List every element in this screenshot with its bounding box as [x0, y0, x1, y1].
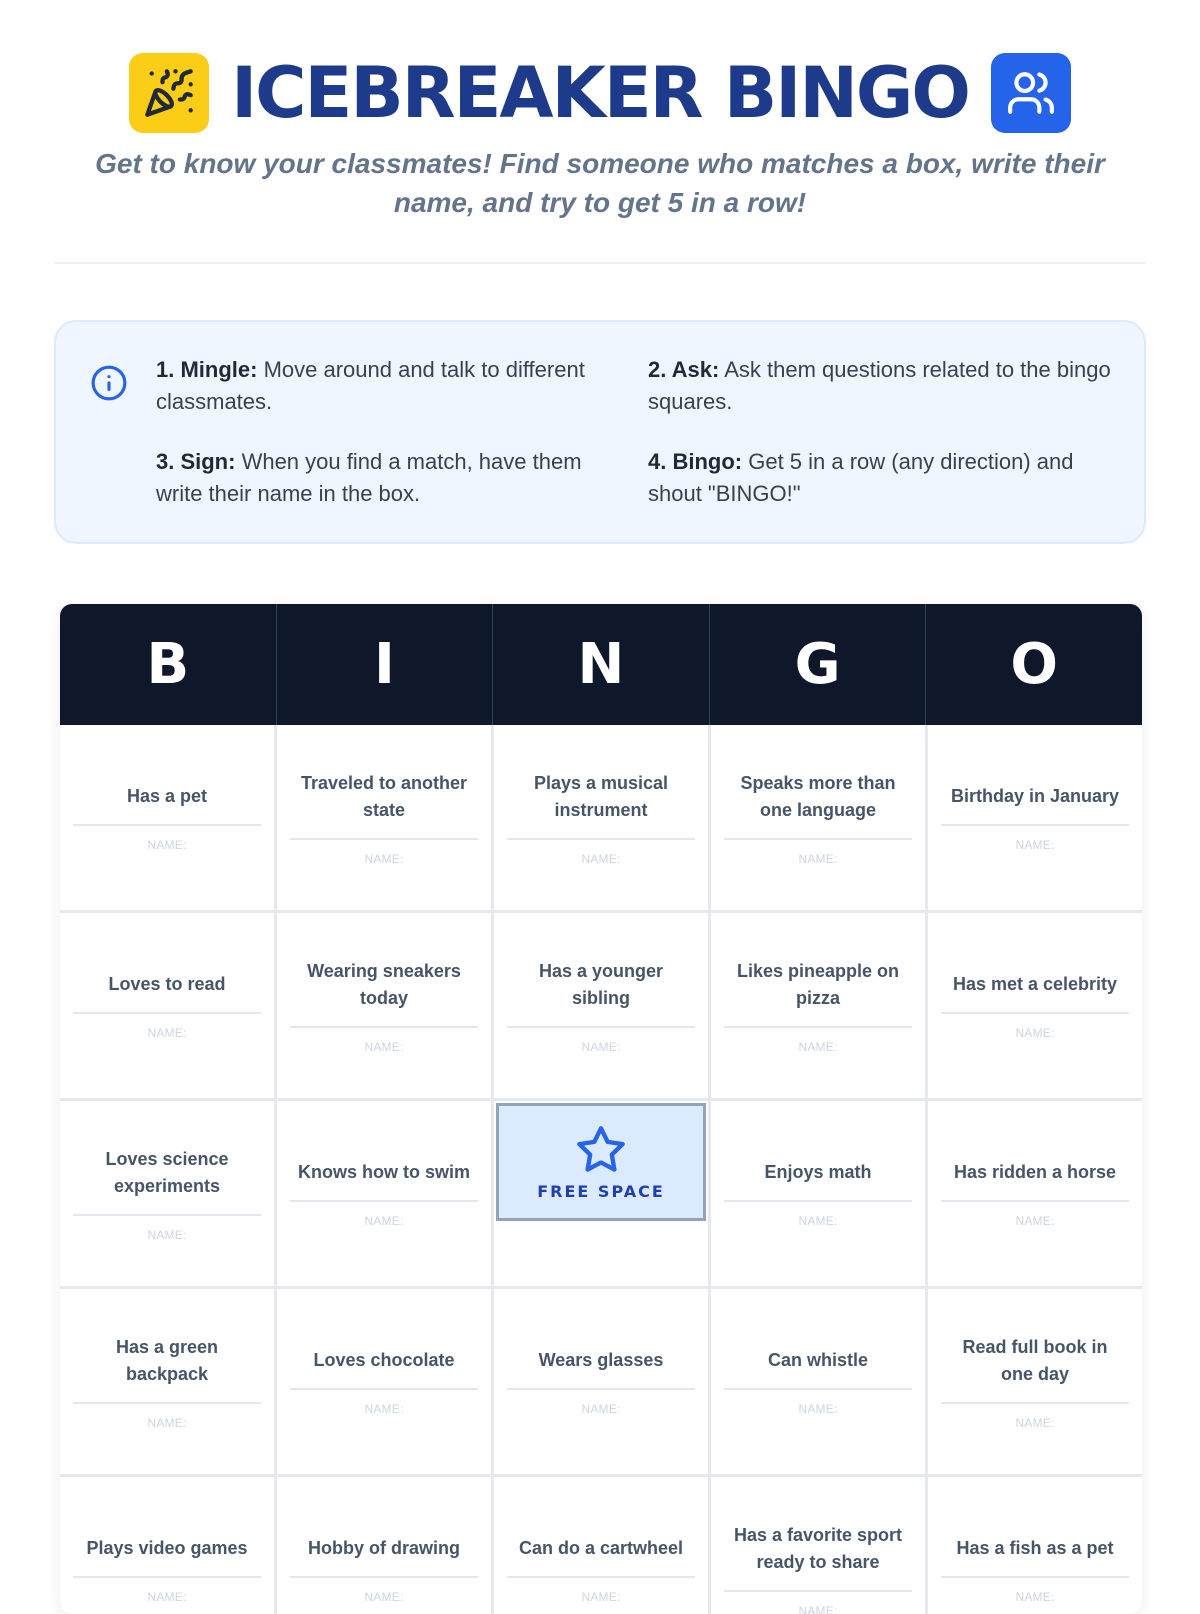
bingo-cell-prompt: Can whistle [764, 1347, 872, 1374]
star-icon [575, 1124, 627, 1176]
bingo-cell[interactable] [277, 1477, 491, 1614]
name-line [290, 1026, 478, 1028]
bingo-grid [60, 725, 1142, 1614]
name-field-label: NAME: [1015, 1026, 1054, 1040]
name-line [290, 1200, 478, 1202]
name-line [724, 1026, 912, 1028]
name-field-label: NAME: [147, 1228, 186, 1242]
bingo-letter-g: G [710, 604, 927, 725]
instruction-step-3 [156, 446, 626, 510]
bingo-cell-prompt: Has a fish as a pet [952, 1535, 1117, 1562]
free-space-label: FREE SPACE [537, 1182, 665, 1201]
bingo-cell[interactable] [928, 913, 1142, 1098]
bingo-board [60, 604, 1142, 1614]
bingo-cell-prompt: Traveled to another state [290, 770, 478, 824]
instruction-step-4-text: Get 5 in a row (any direction) and shout "BINGO!" [648, 449, 1074, 506]
title-row [0, 52, 1200, 134]
bingo-cell-prompt: Read full book in one day [941, 1334, 1129, 1388]
bingo-cell[interactable] [60, 1289, 274, 1474]
bingo-cell-prompt: Loves to read [104, 971, 229, 998]
bingo-cell[interactable] [928, 725, 1142, 910]
bingo-cell[interactable] [494, 1477, 708, 1614]
name-field-label: NAME: [581, 852, 620, 866]
bingo-cell[interactable] [928, 1101, 1142, 1286]
name-line [73, 1402, 261, 1404]
instruction-step-1 [156, 354, 626, 418]
bingo-cell-prompt: Hobby of drawing [304, 1535, 464, 1562]
name-field-label: NAME: [581, 1402, 620, 1416]
instruction-step-4 [648, 446, 1118, 510]
bingo-cell-prompt: Loves chocolate [309, 1347, 458, 1374]
instruction-step-2-text: Ask them questions related to the bingo squares. [648, 357, 1111, 414]
name-field-label: NAME: [364, 852, 403, 866]
bingo-cell-prompt: Knows how to swim [294, 1159, 474, 1186]
name-line [73, 1576, 261, 1578]
name-line [941, 1576, 1129, 1578]
bingo-cell-prompt: Speaks more than one language [724, 770, 912, 824]
bingo-cell[interactable] [711, 913, 925, 1098]
bingo-cell[interactable] [277, 725, 491, 910]
name-field-label: NAME: [1015, 838, 1054, 852]
bingo-cell-prompt: Can do a cartwheel [515, 1535, 687, 1562]
name-field-label: NAME: [798, 1604, 837, 1614]
instruction-step-2 [648, 354, 1118, 418]
name-field-label: NAME: [798, 1040, 837, 1054]
bingo-cell-prompt: Wearing sneakers today [290, 958, 478, 1012]
party-popper-badge [129, 53, 209, 133]
bingo-cell[interactable] [60, 913, 274, 1098]
bingo-cell[interactable] [711, 1101, 925, 1286]
bingo-cell[interactable] [277, 913, 491, 1098]
info-icon [90, 364, 128, 402]
name-line [724, 1590, 912, 1592]
name-line [724, 838, 912, 840]
bingo-cell-prompt: Has a favorite sport ready to share [724, 1522, 912, 1576]
page-subtitle: Get to know your classmates! Find someone who matches a box, write their name, and try to get 5 in a row! [60, 144, 1140, 222]
name-line [290, 1388, 478, 1390]
page-title: ICEBREAKER BINGO [231, 52, 969, 134]
name-field-label: NAME: [581, 1590, 620, 1604]
bingo-cell-prompt: Has a younger sibling [507, 958, 695, 1012]
name-field-label: NAME: [798, 1402, 837, 1416]
name-field-label: NAME: [147, 1026, 186, 1040]
name-field-label: NAME: [1015, 1590, 1054, 1604]
name-line [941, 1012, 1129, 1014]
bingo-cell[interactable] [711, 1289, 925, 1474]
name-line [507, 1388, 695, 1390]
users-badge [991, 53, 1071, 133]
name-field-label: NAME: [147, 1590, 186, 1604]
name-field-label: NAME: [364, 1214, 403, 1228]
name-field-label: NAME: [798, 1214, 837, 1228]
name-field-label: NAME: [364, 1402, 403, 1416]
bingo-letter-i: I [277, 604, 494, 725]
users-icon [1006, 68, 1056, 118]
name-line [73, 824, 261, 826]
name-line [724, 1388, 912, 1390]
bingo-cell-prompt: Wears glasses [535, 1347, 668, 1374]
free-space-cell [494, 1101, 708, 1286]
name-line [73, 1214, 261, 1216]
bingo-cell[interactable] [60, 1477, 274, 1614]
bingo-cell-prompt: Has ridden a horse [950, 1159, 1120, 1186]
name-field-label: NAME: [364, 1040, 403, 1054]
free-space-box [496, 1103, 706, 1221]
name-line [941, 824, 1129, 826]
instruction-step-3-text: When you find a match, have them write their name in the box. [156, 449, 582, 506]
name-line [941, 1200, 1129, 1202]
name-field-label: NAME: [798, 852, 837, 866]
name-line [73, 1012, 261, 1014]
bingo-cell[interactable] [494, 1289, 708, 1474]
bingo-cell[interactable] [928, 1289, 1142, 1474]
bingo-cell[interactable] [277, 1289, 491, 1474]
instruction-step-1-text: Move around and talk to different classmates. [156, 357, 585, 414]
instruction-step-1-label: 1. Mingle: [156, 357, 257, 382]
name-line [290, 1576, 478, 1578]
bingo-letters-header [60, 604, 1142, 725]
name-field-label: NAME: [147, 838, 186, 852]
name-line [507, 1026, 695, 1028]
name-field-label: NAME: [1015, 1416, 1054, 1430]
name-field-label: NAME: [147, 1416, 186, 1430]
name-line [507, 1576, 695, 1578]
instruction-step-3-label: 3. Sign: [156, 449, 235, 474]
bingo-cell-prompt: Has a green backpack [73, 1334, 261, 1388]
bingo-cell-prompt: Enjoys math [760, 1159, 875, 1186]
bingo-cell[interactable] [928, 1477, 1142, 1614]
bingo-cell-prompt: Likes pineapple on pizza [724, 958, 912, 1012]
bingo-cell[interactable] [60, 725, 274, 910]
name-line [724, 1200, 912, 1202]
bingo-cell[interactable] [711, 1477, 925, 1614]
bingo-cell-prompt: Birthday in January [947, 783, 1123, 810]
bingo-cell-prompt: Plays video games [82, 1535, 251, 1562]
name-line [941, 1402, 1129, 1404]
instruction-step-4-label: 4. Bingo: [648, 449, 742, 474]
bingo-cell[interactable] [494, 913, 708, 1098]
bingo-cell-prompt: Has a pet [123, 783, 211, 810]
bingo-cell-prompt: Plays a musical instrument [507, 770, 695, 824]
bingo-cell-prompt: Loves science experiments [73, 1146, 261, 1200]
name-field-label: NAME: [1015, 1214, 1054, 1228]
name-line [290, 838, 478, 840]
bingo-cell[interactable] [277, 1101, 491, 1286]
bingo-cell[interactable] [711, 725, 925, 910]
instruction-step-2-label: 2. Ask: [648, 357, 719, 382]
bingo-letter-n: N [493, 604, 710, 725]
party-popper-icon [143, 67, 195, 119]
header-divider [54, 262, 1146, 264]
name-line [507, 838, 695, 840]
bingo-cell-prompt: Has met a celebrity [949, 971, 1121, 998]
bingo-cell[interactable] [60, 1101, 274, 1286]
bingo-cell[interactable] [494, 725, 708, 910]
bingo-letter-o: O [926, 604, 1142, 725]
bingo-letter-b: B [60, 604, 277, 725]
name-field-label: NAME: [364, 1590, 403, 1604]
name-field-label: NAME: [581, 1040, 620, 1054]
instructions-box [54, 320, 1146, 544]
